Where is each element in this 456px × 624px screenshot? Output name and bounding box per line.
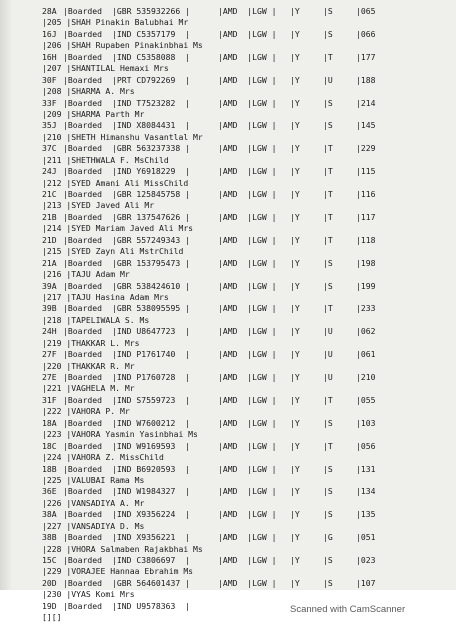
route-codes: |AMD |LGW |	[218, 509, 277, 520]
seat-number: 27F	[42, 349, 57, 360]
travel-class: |Y	[290, 440, 300, 451]
record-name-line	[0, 475, 456, 486]
route-codes: |AMD |LGW |	[218, 349, 277, 360]
passport-number: |IND T7523282 |	[112, 97, 190, 108]
record-data-line	[0, 418, 456, 429]
sequence-number: |103	[356, 417, 376, 428]
record-data-line	[0, 509, 456, 520]
route-codes: |AMD |LGW |	[218, 280, 277, 291]
route-codes: |AMD |LGW |	[218, 372, 277, 382]
travel-class: |Y	[290, 6, 300, 16]
sequence-number: |065	[356, 6, 376, 16]
boarding-status: |Boarded	[63, 555, 102, 565]
passport-number: |GBR 557249343 |	[112, 234, 190, 245]
travel-class: |Y	[290, 349, 300, 360]
record-name-line	[0, 544, 456, 555]
fare-code: |T	[323, 51, 333, 62]
seat-number: 21A	[42, 257, 57, 268]
boarding-status: |Boarded	[63, 166, 102, 177]
passenger-name: |218 |TAPELIWALA S. Ms	[42, 314, 150, 325]
passenger-name: |213 |SYED Javed Ali Mr	[42, 200, 155, 211]
passport-number: |IND C5357179 |	[112, 28, 190, 39]
sequence-number: |177	[356, 51, 376, 62]
route-codes: |AMD |LGW |	[218, 257, 277, 268]
passenger-name: |206 |SHAH Rupaben Pinakinbhai Ms	[42, 40, 203, 51]
boarding-status: |Boarded	[63, 97, 102, 108]
record-data-line	[0, 326, 456, 337]
seat-number: 18C	[42, 440, 57, 451]
travel-class: |Y	[290, 394, 300, 405]
passport-number: |IND Y6918229 |	[112, 166, 190, 177]
passport-number: |IND W7600212 |	[112, 417, 190, 428]
record-data-line	[0, 486, 456, 497]
travel-class: |Y	[290, 234, 300, 245]
record-data-line	[0, 303, 456, 314]
passport-number: |IND X9356221 |	[112, 532, 190, 543]
fare-code: |S	[323, 6, 333, 16]
sequence-number: |117	[356, 211, 376, 222]
sequence-number: |023	[356, 555, 376, 565]
passenger-name: |221 |VAGHELA M. Mr	[42, 383, 135, 394]
sequence-number: |229	[356, 143, 376, 154]
record-name-line	[0, 429, 456, 440]
boarding-status: |Boarded	[63, 74, 102, 85]
seat-number: 18A	[42, 417, 57, 428]
fare-code: |T	[323, 211, 333, 222]
passport-number: |GBR 564601437 |	[112, 577, 190, 588]
sequence-number: |145	[356, 120, 376, 131]
boarding-status: |Boarded	[63, 532, 102, 543]
boarding-status: |Boarded	[63, 303, 102, 314]
record-data-line	[0, 29, 456, 40]
record-data-line	[0, 555, 456, 566]
seat-number: 19D	[42, 600, 57, 611]
boarding-status: |Boarded	[63, 349, 102, 360]
route-codes: |AMD |LGW |	[218, 303, 277, 314]
fare-code: |S	[323, 463, 333, 474]
route-codes: |AMD |LGW |	[218, 394, 277, 405]
record-name-line	[0, 200, 456, 211]
route-codes: |AMD |LGW |	[218, 28, 277, 39]
record-name-line	[0, 132, 456, 143]
seat-number: 21C	[42, 189, 57, 199]
sequence-number: |061	[356, 349, 376, 360]
record-name-line	[0, 292, 456, 303]
fare-code: |S	[323, 280, 333, 291]
sequence-number: |118	[356, 234, 376, 245]
record-data-line	[0, 98, 456, 109]
fare-code: |S	[323, 28, 333, 39]
passport-number: |GBR 563237338 |	[112, 143, 190, 154]
passenger-name: |227 |VANSADIYA D. Ms	[42, 520, 145, 531]
fare-code: |T	[323, 394, 333, 405]
sequence-number: |062	[356, 326, 376, 337]
fare-code: |T	[323, 234, 333, 245]
passport-number: |GBR 535932266 |	[112, 6, 190, 16]
record-data-line	[0, 395, 456, 406]
record-name-line	[0, 17, 456, 28]
sequence-number: |051	[356, 532, 376, 543]
record-data-line	[0, 258, 456, 269]
seat-number: 35J	[42, 120, 57, 131]
seat-number: 30F	[42, 74, 57, 85]
seat-number: 37C	[42, 143, 57, 154]
route-codes: |AMD |LGW |	[218, 189, 277, 199]
record-data-line	[0, 372, 456, 383]
sequence-number: |199	[356, 280, 376, 291]
boarding-status: |Boarded	[63, 51, 102, 62]
boarding-status: |Boarded	[63, 509, 102, 520]
fare-code: |U	[323, 372, 333, 382]
end-marker: [][]	[42, 612, 62, 623]
boarding-status: |Boarded	[63, 417, 102, 428]
record-name-line	[0, 338, 456, 349]
fare-code: |S	[323, 417, 333, 428]
passenger-name: |219 |THAKKAR L. Mrs	[42, 337, 140, 348]
record-name-line	[0, 406, 456, 417]
passenger-name: |230 |VYAS Komi Mrs	[42, 589, 135, 600]
route-codes: |AMD |LGW |	[218, 532, 277, 543]
boarding-status: |Boarded	[63, 143, 102, 154]
fare-code: |T	[323, 189, 333, 199]
record-name-line	[0, 246, 456, 257]
passenger-name: |222 |VAHORA P. Mr	[42, 406, 130, 417]
sequence-number: |055	[356, 394, 376, 405]
passenger-name: |208 |SHARMA A. Mrs	[42, 86, 135, 97]
travel-class: |Y	[290, 280, 300, 291]
passenger-name: |229 |VORAJEE Hannaa Ebrahim Ms	[42, 566, 194, 577]
passport-number: |IND C5358088 |	[112, 51, 190, 62]
boarding-status: |Boarded	[63, 6, 102, 16]
travel-class: |Y	[290, 417, 300, 428]
passenger-name: |210 |SHETH Himanshu Vasantlal Mr	[42, 131, 203, 142]
seat-number: 21B	[42, 211, 57, 222]
sequence-number: |066	[356, 28, 376, 39]
record-name-line	[0, 63, 456, 74]
passenger-name: |214 |SYED Mariam Javed Ali Mrs	[42, 223, 194, 234]
boarding-status: |Boarded	[63, 440, 102, 451]
record-name-line	[0, 109, 456, 120]
passport-number: |IND B6920593 |	[112, 463, 190, 474]
passport-number: |GBR 137547626 |	[112, 211, 190, 222]
passenger-name: |224 |VAHORA Z. MissChild	[42, 452, 164, 463]
travel-class: |Y	[290, 463, 300, 474]
fare-code: |T	[323, 143, 333, 154]
record-name-line	[0, 315, 456, 326]
fare-code: |T	[323, 440, 333, 451]
boarding-status: |Boarded	[63, 326, 102, 337]
passport-number: |IND P1760728 |	[112, 372, 190, 382]
passenger-name: |205 |SHAH Pinakin Balubhai Mr	[42, 17, 189, 28]
sequence-number: |107	[356, 577, 376, 588]
passport-number: |IND U9578363 |	[112, 600, 190, 611]
travel-class: |Y	[290, 486, 300, 497]
passport-number: |GBR 538424610 |	[112, 280, 190, 291]
seat-number: 15C	[42, 555, 57, 565]
travel-class: |Y	[290, 303, 300, 314]
boarding-status: |Boarded	[63, 28, 102, 39]
record-name-line	[0, 566, 456, 577]
boarding-status: |Boarded	[63, 211, 102, 222]
boarding-status: |Boarded	[63, 372, 102, 382]
route-codes: |AMD |LGW |	[218, 97, 277, 108]
boarding-status: |Boarded	[63, 280, 102, 291]
record-name-line	[0, 178, 456, 189]
route-codes: |AMD |LGW |	[218, 417, 277, 428]
sequence-number: |233	[356, 303, 376, 314]
record-data-line	[0, 75, 456, 86]
record-name-line	[0, 86, 456, 97]
fare-code: |T	[323, 303, 333, 314]
passport-number: |IND X8084431 |	[112, 120, 190, 131]
travel-class: |Y	[290, 211, 300, 222]
boarding-status: |Boarded	[63, 257, 102, 268]
travel-class: |Y	[290, 257, 300, 268]
boarding-status: |Boarded	[63, 486, 102, 497]
passenger-name: |207 |SHANTILAL Hemaxi Mrs	[42, 63, 169, 74]
scanner-watermark: Scanned with CamScanner	[290, 604, 406, 615]
seat-number: 39A	[42, 280, 57, 291]
passport-number: |GBR 125845758 |	[112, 189, 190, 199]
fare-code: |U	[323, 326, 333, 337]
route-codes: |AMD |LGW |	[218, 51, 277, 62]
sequence-number: |116	[356, 189, 376, 199]
travel-class: |Y	[290, 577, 300, 588]
record-data-line	[0, 281, 456, 292]
record-name-line	[0, 498, 456, 509]
route-codes: |AMD |LGW |	[218, 577, 277, 588]
travel-class: |Y	[290, 532, 300, 543]
record-data-line	[0, 143, 456, 154]
passenger-name: |216 |TAJU Adam Mr	[42, 269, 130, 280]
boarding-status: |Boarded	[63, 234, 102, 245]
fare-code: |S	[323, 97, 333, 108]
seat-number: 16J	[42, 28, 57, 39]
record-name-line	[0, 521, 456, 532]
passenger-name: |223 |VAHORA Yasmin Yasinbhai Ms	[42, 429, 198, 440]
sequence-number: |056	[356, 440, 376, 451]
fare-code: |U	[323, 349, 333, 360]
record-name-line	[0, 452, 456, 463]
record-data-line	[0, 532, 456, 543]
passport-number: |IND P1761740 |	[112, 349, 190, 360]
travel-class: |Y	[290, 51, 300, 62]
fare-code: |S	[323, 509, 333, 520]
travel-class: |Y	[290, 189, 300, 199]
passport-number: |PRT CD792269 |	[112, 74, 190, 85]
route-codes: |AMD |LGW |	[218, 463, 277, 474]
route-codes: |AMD |LGW |	[218, 74, 277, 85]
boarding-status: |Boarded	[63, 394, 102, 405]
boarding-status: |Boarded	[63, 463, 102, 474]
record-data-line	[0, 464, 456, 475]
route-codes: |AMD |LGW |	[218, 6, 277, 16]
record-name-line	[0, 155, 456, 166]
route-codes: |AMD |LGW |	[218, 120, 277, 131]
travel-class: |Y	[290, 555, 300, 565]
boarding-status: |Boarded	[63, 577, 102, 588]
seat-number: 21D	[42, 234, 57, 245]
sequence-number: |131	[356, 463, 376, 474]
route-codes: |AMD |LGW |	[218, 326, 277, 337]
passport-number: |IND S7559723 |	[112, 394, 190, 405]
passenger-name: |225 |VALUBAI Rama Ms	[42, 474, 145, 485]
passenger-name: |217 |TAJU Hasina Adam Mrs	[42, 291, 169, 302]
passenger-name: |220 |THAKKAR R. Mr	[42, 360, 135, 371]
seat-number: 27E	[42, 372, 57, 382]
route-codes: |AMD |LGW |	[218, 234, 277, 245]
record-data-line	[0, 212, 456, 223]
record-data-line	[0, 235, 456, 246]
record-data-line	[0, 578, 456, 589]
travel-class: |Y	[290, 28, 300, 39]
record-name-line	[0, 589, 456, 600]
sequence-number: |135	[356, 509, 376, 520]
sequence-number: |198	[356, 257, 376, 268]
travel-class: |Y	[290, 97, 300, 108]
passport-number: |IND U8647723 |	[112, 326, 190, 337]
route-codes: |AMD |LGW |	[218, 211, 277, 222]
route-codes: |AMD |LGW |	[218, 143, 277, 154]
sequence-number: |115	[356, 166, 376, 177]
travel-class: |Y	[290, 143, 300, 154]
fare-code: |S	[323, 486, 333, 497]
boarding-status: |Boarded	[63, 600, 102, 611]
fare-code: |S	[323, 257, 333, 268]
passenger-name: |226 |VANSADIYA A. Mr	[42, 497, 145, 508]
record-data-line	[0, 52, 456, 63]
record-name-line	[0, 361, 456, 372]
sequence-number: |134	[356, 486, 376, 497]
fare-code: |S	[323, 120, 333, 131]
fare-code: |S	[323, 577, 333, 588]
record-data-line	[0, 166, 456, 177]
fare-code: |T	[323, 166, 333, 177]
seat-number: 31F	[42, 394, 57, 405]
boarding-status: |Boarded	[63, 189, 102, 199]
seat-number: 24J	[42, 166, 57, 177]
record-data-line	[0, 441, 456, 452]
seat-number: 38A	[42, 509, 57, 520]
record-data-line	[0, 120, 456, 131]
passport-number: |GBR 153795473 |	[112, 257, 190, 268]
boarding-status: |Boarded	[63, 120, 102, 131]
record-name-line	[0, 40, 456, 51]
passenger-name: |209 |SHARMA Parth Mr	[42, 108, 145, 119]
route-codes: |AMD |LGW |	[218, 486, 277, 497]
fare-code: |G	[323, 532, 333, 543]
passenger-name: |212 |SYED Amani Ali MissChild	[42, 177, 189, 188]
seat-number: 16H	[42, 51, 57, 62]
passport-number: |GBR 538095595 |	[112, 303, 190, 314]
passenger-name: |215 |SYED Zayn Ali MstrChild	[42, 246, 184, 257]
travel-class: |Y	[290, 326, 300, 337]
seat-number: 28A	[42, 6, 57, 16]
record-data-line	[0, 349, 456, 360]
passenger-name: |228 |VHORA Salmaben Rajakbhai Ms	[42, 543, 203, 554]
seat-number: 20D	[42, 577, 57, 588]
fare-code: |U	[323, 74, 333, 85]
passenger-list	[0, 6, 456, 624]
passport-number: |IND W1984327 |	[112, 486, 190, 497]
passport-number: |IND X9356224 |	[112, 509, 190, 520]
travel-class: |Y	[290, 166, 300, 177]
route-codes: |AMD |LGW |	[218, 440, 277, 451]
seat-number: 36E	[42, 486, 57, 497]
record-name-line	[0, 269, 456, 280]
travel-class: |Y	[290, 74, 300, 85]
sequence-number: |214	[356, 97, 376, 108]
record-data-line	[0, 189, 456, 200]
sequence-number: |210	[356, 372, 376, 382]
route-codes: |AMD |LGW |	[218, 166, 277, 177]
record-name-line	[0, 383, 456, 394]
travel-class: |Y	[290, 372, 300, 382]
seat-number: 33F	[42, 97, 57, 108]
travel-class: |Y	[290, 509, 300, 520]
record-data-line	[0, 6, 456, 17]
travel-class: |Y	[290, 120, 300, 131]
passenger-name: |211 |SHETHWALA F. MsChild	[42, 154, 169, 165]
seat-number: 38B	[42, 532, 57, 543]
record-name-line	[0, 223, 456, 234]
seat-number: 39B	[42, 303, 57, 314]
passport-number: |IND C3806697 |	[112, 555, 190, 565]
passport-number: |IND W9169593 |	[112, 440, 190, 451]
sequence-number: |188	[356, 74, 376, 85]
seat-number: 18B	[42, 463, 57, 474]
seat-number: 24H	[42, 326, 57, 337]
route-codes: |AMD |LGW |	[218, 555, 277, 565]
fare-code: |S	[323, 555, 333, 565]
